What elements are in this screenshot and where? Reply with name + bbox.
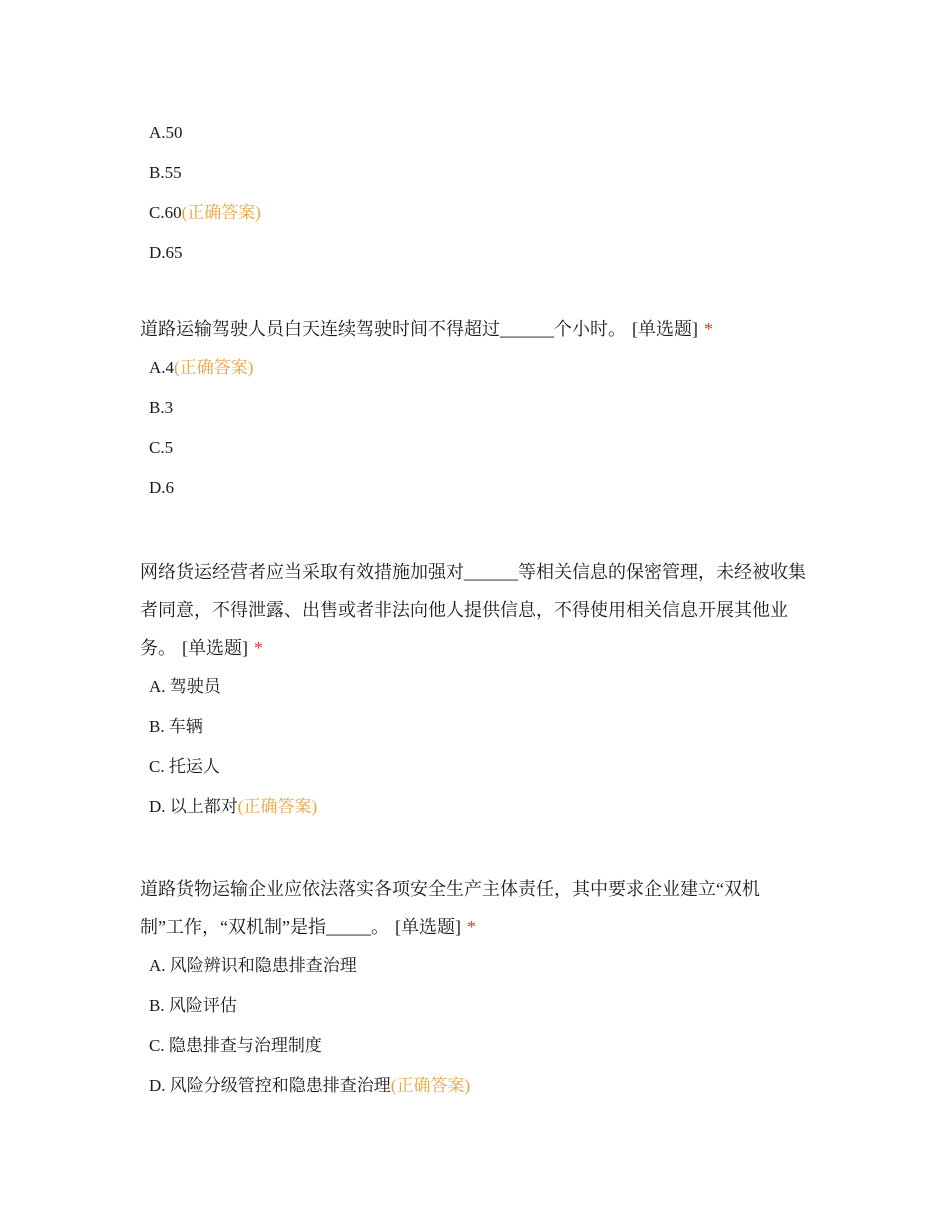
correct-answer-label: (正确答案) xyxy=(390,1076,471,1095)
required-marker: * xyxy=(466,917,476,937)
option-q4-d: D. 风险分级管控和隐患排查治理(正确答案) xyxy=(149,1076,471,1095)
required-marker: * xyxy=(704,319,713,339)
option-q1-a: A.50 xyxy=(149,123,183,142)
question-type-label: [单选题] xyxy=(394,917,461,937)
option-q4-a: A. 风险辨识和隐患排查治理 xyxy=(149,956,357,975)
question-2 xyxy=(0,310,950,508)
option-q1-d: D.65 xyxy=(149,243,183,262)
question-1-options xyxy=(0,113,950,273)
question-4 xyxy=(0,870,950,1106)
option-q2-b: B.3 xyxy=(149,398,174,417)
option-q3-c: C. 托运人 xyxy=(149,757,220,776)
option-q3-a: A. 驾驶员 xyxy=(149,677,221,696)
correct-answer-label: (正确答案) xyxy=(181,203,261,222)
question-3-text: 网络货运经营者应当采取有效措施加强对______等相关信息的保密管理，未经被收集者同意，不得泄露、出售或者非法向他人提供信息，不得使用相关信息开展其他业务。 [单选题] * xyxy=(140,562,806,658)
option-q2-a: A.4(正确答案) xyxy=(149,358,254,377)
question-4-text: 道路货物运输企业应依法落实各项安全生产主体责任，其中要求企业建立“双机制”工作，“双机制”是指_____。 [单选题] * xyxy=(140,879,760,937)
option-q1-b: B.55 xyxy=(149,163,182,182)
question-type-label: [单选题] xyxy=(632,319,698,339)
option-q3-d: D. 以上都对(正确答案) xyxy=(149,797,318,816)
option-q4-c: C. 隐患排查与治理制度 xyxy=(149,1036,322,1055)
correct-answer-label: (正确答案) xyxy=(237,797,318,816)
correct-answer-label: (正确答案) xyxy=(174,358,254,377)
question-2-text: 道路运输驾驶人员白天连续驾驶时间不得超过______个小时。 [单选题] * xyxy=(140,319,713,339)
option-q1-c: C.60(正确答案) xyxy=(149,203,261,222)
question-3 xyxy=(0,553,950,827)
option-q4-b: B. 风险评估 xyxy=(149,996,237,1015)
question-type-label: [单选题] xyxy=(182,638,248,658)
required-marker: * xyxy=(254,638,263,658)
option-q3-b: B. 车辆 xyxy=(149,717,203,736)
option-q2-d: D.6 xyxy=(149,478,175,497)
option-q2-c: C.5 xyxy=(149,438,174,457)
